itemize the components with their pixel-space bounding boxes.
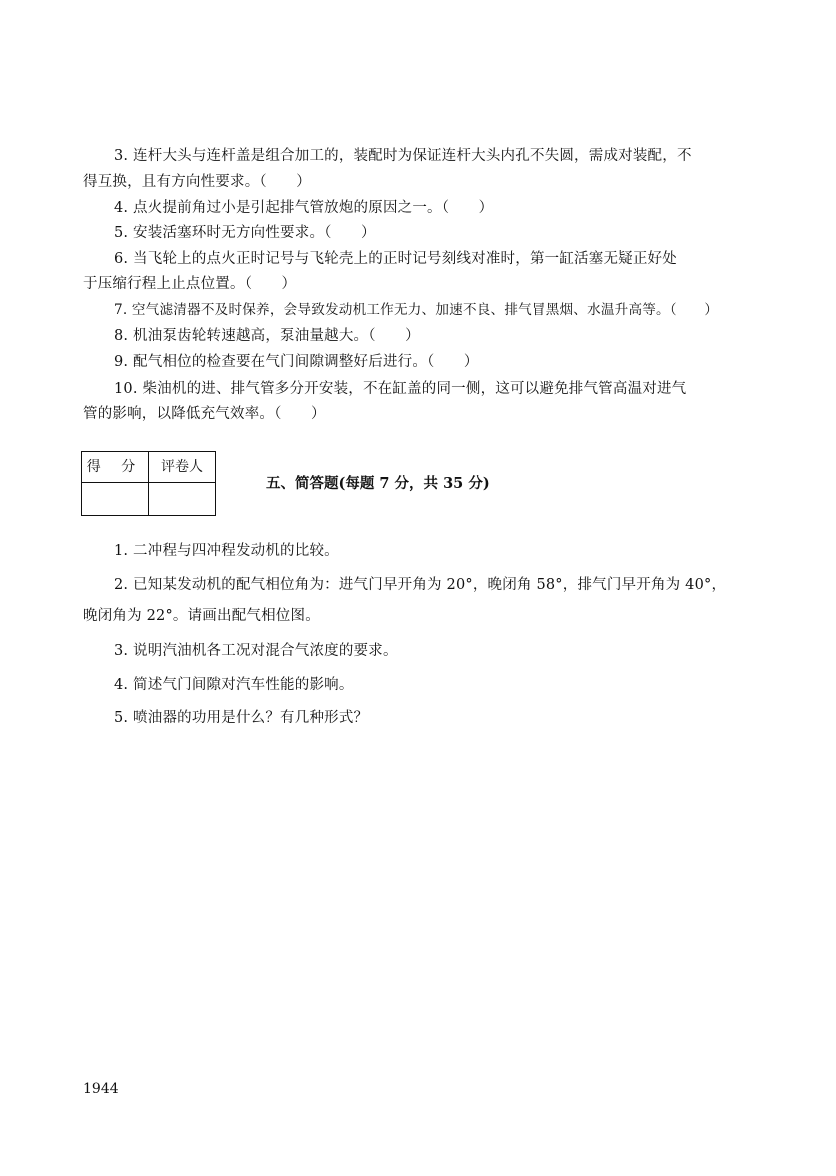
tf-item-6-line2: 于压缩行程上止点位置。（ ）	[83, 276, 297, 292]
tf-item-5: 5. 安装活塞环时无方向性要求。（ ）	[114, 225, 376, 241]
qa-item-2-line1: 2. 已知某发动机的配气相位角为：进气门早开角为 20°，晚闭角 58°，排气门早开角为 40°，	[114, 577, 727, 593]
grader-header: 评卷人	[161, 459, 203, 475]
score-table	[81, 451, 216, 516]
section-title: 五、简答题(每题 7 分，共 35 分)	[266, 475, 490, 492]
tf-item-3-line2: 得互换，且有方向性要求。（ ）	[83, 174, 311, 190]
tf-item-4: 4. 点火提前角过小是引起排气管放炮的原因之一。（ ）	[114, 200, 494, 216]
tf-item-9: 9. 配气相位的检查要在气门间隙调整好后进行。（ ）	[114, 354, 479, 370]
page-number: 1944	[83, 1081, 119, 1097]
tf-item-7: 7. 空气滤清器不及时保养，会导致发动机工作无力、加速不良、排气冒黑烟、水温升高等。（ ）	[114, 302, 719, 318]
qa-item-1: 1. 二冲程与四冲程发动机的比较。	[114, 543, 339, 559]
qa-item-2-line2: 晚闭角为 22°。请画出配气相位图。	[83, 608, 320, 624]
qa-item-3: 3. 说明汽油机各工况对混合气浓度的要求。	[114, 643, 398, 659]
tf-item-3-line1: 3. 连杆大头与连杆盖是组合加工的，装配时为保证连杆大头内孔不失圆，需成对装配，不	[114, 148, 692, 164]
score-header: 得 分	[86, 459, 144, 475]
tf-item-8: 8. 机油泵齿轮转速越高，泵油量越大。（ ）	[114, 328, 420, 344]
tf-item-6-line1: 6. 当飞轮上的点火正时记号与飞轮壳上的正时记号刻线对准时，第一缸活塞无疑正好处	[114, 251, 677, 267]
tf-item-10-line1: 10. 柴油机的进、排气管多分开安装，不在缸盖的同一侧，这可以避免排气管高温对进气	[114, 381, 687, 397]
table-divider-horizontal	[82, 482, 215, 483]
qa-item-5: 5. 喷油器的功用是什么？有几种形式？	[114, 710, 369, 726]
qa-item-4: 4. 简述气门间隙对汽车性能的影响。	[114, 677, 354, 693]
tf-item-10-line2: 管的影响，以降低充气效率。（ ）	[83, 406, 326, 422]
